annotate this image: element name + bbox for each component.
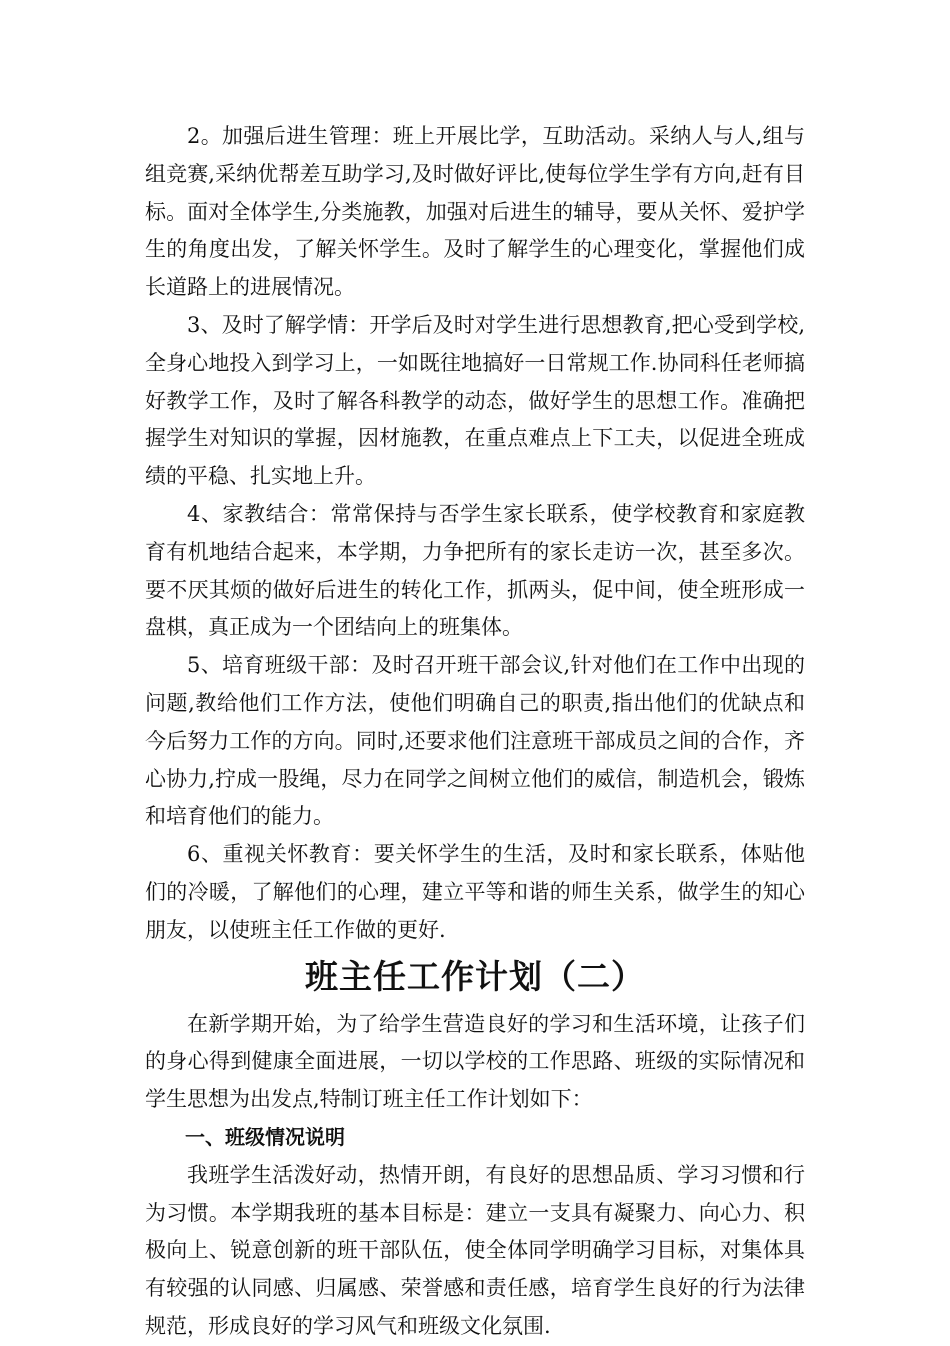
section-heading: 一、班级情况说明	[185, 1124, 345, 1149]
paragraph-laggard-management: 2。加强后进生管理：班上开展比学，互助活动。采纳人与人,组与组竞赛,采纳优帮差互助学习,及时做好评比,使每位学生学有方向,赶有目标。面对全体学生,分类施教，加强对后进生的辅导，要从关怀、爱护学生的角度出发，了解关怀学生。及时了解学生的心理变化，掌握他们成长道路上的进展情况。	[145, 124, 805, 300]
paragraph-class-cadres: 5、培育班级干部：及时召开班干部会议,针对他们在工作中出现的问题,教给他们工作方法，使他们明确自己的职责,指出他们的优缺点和今后努力工作的方向。同时,还要求他们注意班干部成员之间的合作，齐心协力,拧成一股绳，尽力在同学之间树立他们的威信，制造机会，锻炼和培育他们的能力。	[145, 653, 805, 829]
paragraph-intro: 在新学期开始，为了给学生营造良好的学习和生活环境，让孩子们的身心得到健康全面进展，一切以学校的工作思路、班级的实际情况和学生思想为出发点,特制订班主任工作计划如下：	[145, 1011, 805, 1112]
page-title: 班主任工作计划（二）	[305, 956, 645, 996]
paragraph-home-school: 4、家教结合：常常保持与否学生家长联系，使学校教育和家庭教育有机地结合起来，本学期，力争把所有的家长走访一次，甚至多次。要不厌其烦的做好后进生的转化工作，抓两头，促中间，使全班形成一盘棋，真正成为一个团结向上的班集体。	[145, 501, 805, 640]
paragraph-care-education: 6、重视关怀教育：要关怀学生的生活，及时和家长联系，体贴他们的冷暖，了解他们的心理，建立平等和谐的师生关系，做学生的知心朋友，以使班主任工作做的更好.	[145, 842, 805, 942]
paragraph-learning-status: 3、及时了解学情：开学后及时对学生进行思想教育,把心受到学校,全身心地投入到学习上，一如既往地搞好一日常规工作.协同科任老师搞好教学工作，及时了解各科教学的动态，做好学生的思想工作。准确把握学生对知识的掌握，因材施教，在重点难点上下工夫，以促进全班成绩的平稳、扎实地上升。	[145, 312, 805, 489]
document-body	[145, 118, 805, 1346]
paragraph-class-situation: 我班学生活泼好动，热情开朗，有良好的思想品质、学习习惯和行为习惯。本学期我班的基本目标是：建立一支具有凝聚力、向心力、积极向上、锐意创新的班干部队伍，使全体同学明确学习目标，对集体具有较强的认同感、归属感、荣誉感和责任感，培育学生良好的行为法律规范，形成良好的学习风气和班级文化氛围.	[145, 1162, 805, 1338]
